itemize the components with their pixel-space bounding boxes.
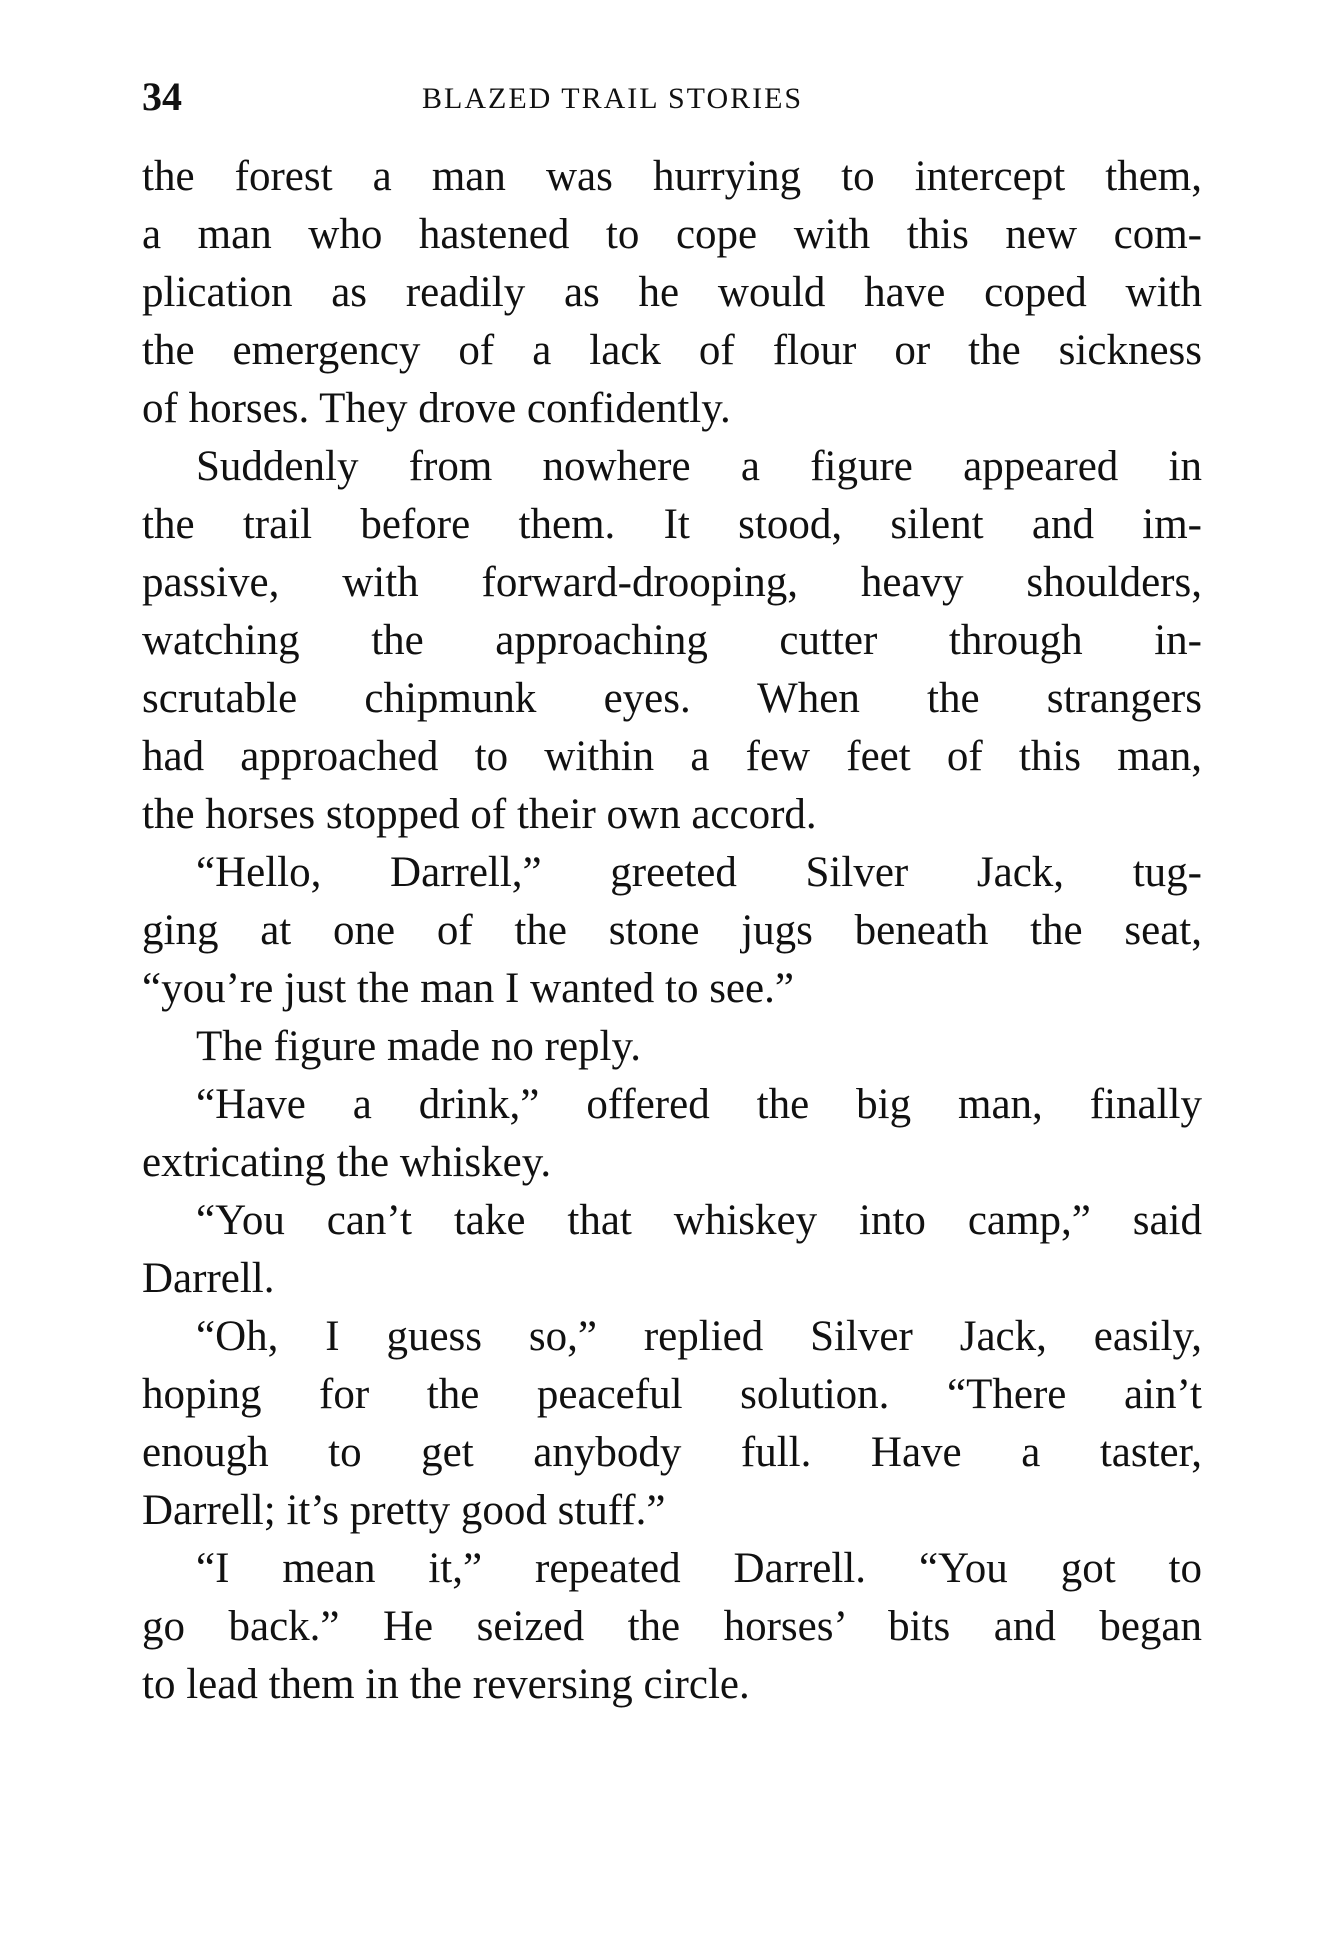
text-line: passive, with forward-drooping, heavy shoulders, bbox=[142, 559, 1202, 606]
text-line: ging at one of the stone jugs beneath the seat, bbox=[142, 907, 1202, 954]
text-line: The figure made no reply. bbox=[196, 1023, 641, 1070]
running-title: BLAZED TRAIL STORIES bbox=[422, 82, 804, 115]
text-line: the emergency of a lack of flour or the sickness bbox=[142, 327, 1202, 374]
text-line: the horses stopped of their own accord. bbox=[142, 791, 817, 838]
text-line: of horses. They drove confidently. bbox=[142, 385, 731, 432]
text-line: a man who hastened to cope with this new com- bbox=[142, 211, 1202, 258]
text-line: to lead them in the reversing circle. bbox=[142, 1661, 750, 1708]
text-line: extricating the whiskey. bbox=[142, 1139, 552, 1186]
text-line: watching the approaching cutter through in- bbox=[142, 617, 1202, 664]
text-line: “Hello, Darrell,” greeted Silver Jack, tug- bbox=[196, 849, 1202, 896]
running-head bbox=[142, 72, 1202, 122]
text-line: “you’re just the man I wanted to see.” bbox=[142, 965, 794, 1012]
text-line: plication as readily as he would have coped with bbox=[142, 269, 1202, 316]
text-line: Darrell. bbox=[142, 1255, 275, 1302]
text-line: “Oh, I guess so,” replied Silver Jack, easily, bbox=[196, 1313, 1202, 1360]
body-text bbox=[142, 148, 1202, 1714]
text-line: scrutable chipmunk eyes. When the strangers bbox=[142, 675, 1202, 722]
text-line: the forest a man was hurrying to intercept them, bbox=[142, 153, 1202, 200]
text-line: Suddenly from nowhere a figure appeared in bbox=[196, 443, 1202, 490]
text-line: “I mean it,” repeated Darrell. “You got to bbox=[196, 1545, 1202, 1592]
text-line: hoping for the peaceful solution. “There ain’t bbox=[142, 1371, 1202, 1418]
page-number: 34 bbox=[142, 74, 182, 119]
text-line: enough to get anybody full. Have a taster, bbox=[142, 1429, 1202, 1476]
text-line: Darrell; it’s pretty good stuff.” bbox=[142, 1487, 666, 1534]
text-line: go back.” He seized the horses’ bits and began bbox=[142, 1603, 1202, 1650]
text-line: “Have a drink,” offered the big man, finally bbox=[196, 1081, 1202, 1128]
text-line: “You can’t take that whiskey into camp,” said bbox=[196, 1197, 1202, 1244]
text-line: had approached to within a few feet of this man, bbox=[142, 733, 1202, 780]
text-line: the trail before them. It stood, silent and im- bbox=[142, 501, 1202, 548]
